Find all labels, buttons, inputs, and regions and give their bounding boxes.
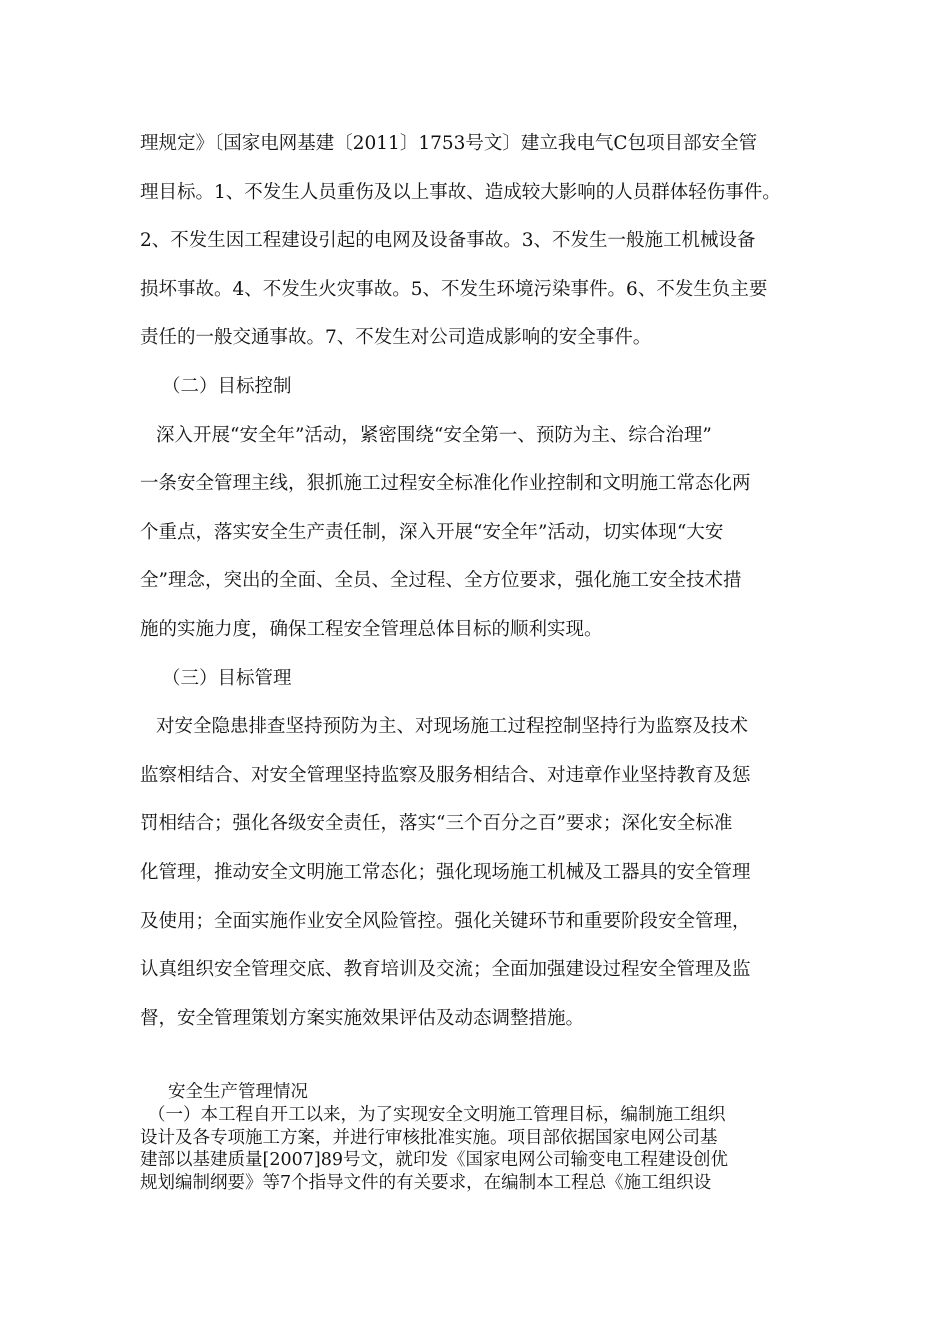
target-management-line: 督，安全管理策划方案实施效果评估及动态调整措施。 <box>140 1007 585 1029</box>
safety-goal-line: 责任的一般交通事故。7、不发生对公司造成影响的安全事件。 <box>140 327 652 349</box>
target-management-line: 罚相结合；强化各级安全责任，落实“三个百分之百”要求；深化安全标准 <box>140 813 733 835</box>
target-management-line: 及使用；全面实施作业安全风险管控。强化关键环节和重要阶段安全管理， <box>140 910 751 932</box>
heading-target-management: （三）目标管理 <box>162 667 292 689</box>
safety-production-line: 设计及各专项施工方案，并进行审核批准实施。项目部依据国家电网公司基 <box>140 1127 718 1148</box>
target-control-line: 深入开展“安全年”活动，紧密围绕“安全第一、预防为主、综合治理” <box>156 424 712 446</box>
target-control-line: 全”理念，突出的全面、全员、全过程、全方位要求，强化施工安全技术措 <box>140 570 742 592</box>
safety-goal-line: 理规定》〔国家电网基建〔2011〕1753号文〕建立我电气C包项目部安全管 <box>140 133 758 154</box>
safety-production-line: 规划编制纲要》等7个指导文件的有关要求，在编制本工程总《施工组织设 <box>140 1173 712 1194</box>
safety-production-line: （一）本工程自开工以来，为了实现安全文明施工管理目标，编制施工组织 <box>148 1104 726 1125</box>
target-control-line: 一条安全管理主线，狠抓施工过程安全标准化作业控制和文明施工常态化两 <box>140 473 751 495</box>
safety-goal-line: 理目标。1、不发生人员重伤及以上事故、造成较大影响的人员群体轻伤事件。 <box>140 181 781 203</box>
safety-production-line: 建部以基建质量[2007]89号文，就印发《国家电网公司输变电工程建设创优 <box>140 1150 728 1171</box>
heading-target-control: （二）目标控制 <box>162 375 292 397</box>
section-title-safety-production: 安全生产管理情况 <box>168 1082 308 1102</box>
document-body-upper <box>140 126 840 1049</box>
target-management-line: 认真组织安全管理交底、教育培训及交流；全面加强建设过程安全管理及监 <box>140 959 751 981</box>
target-management-line: 对安全隐患排查坚持预防为主、对现场施工过程控制坚持行为监察及技术 <box>156 716 749 738</box>
target-control-line: 个重点，落实安全生产责任制，深入开展“安全年”活动，切实体现“大安 <box>140 521 724 543</box>
target-control-line: 施的实施力度，确保工程安全管理总体目标的顺利实现。 <box>140 618 603 640</box>
safety-goal-line: 2、不发生因工程建设引起的电网及设备事故。3、不发生一般施工机械设备 <box>140 230 756 252</box>
document-body-lower <box>140 1081 840 1195</box>
safety-goal-line: 损坏事故。4、不发生火灾事故。5、不发生环境污染事件。6、不发生负主要 <box>140 278 768 300</box>
target-management-line: 化管理，推动安全文明施工常态化；强化现场施工机械及工器具的安全管理 <box>140 861 751 883</box>
target-management-line: 监察相结合、对安全管理坚持监察及服务相结合、对违章作业坚持教育及惩 <box>140 764 751 786</box>
